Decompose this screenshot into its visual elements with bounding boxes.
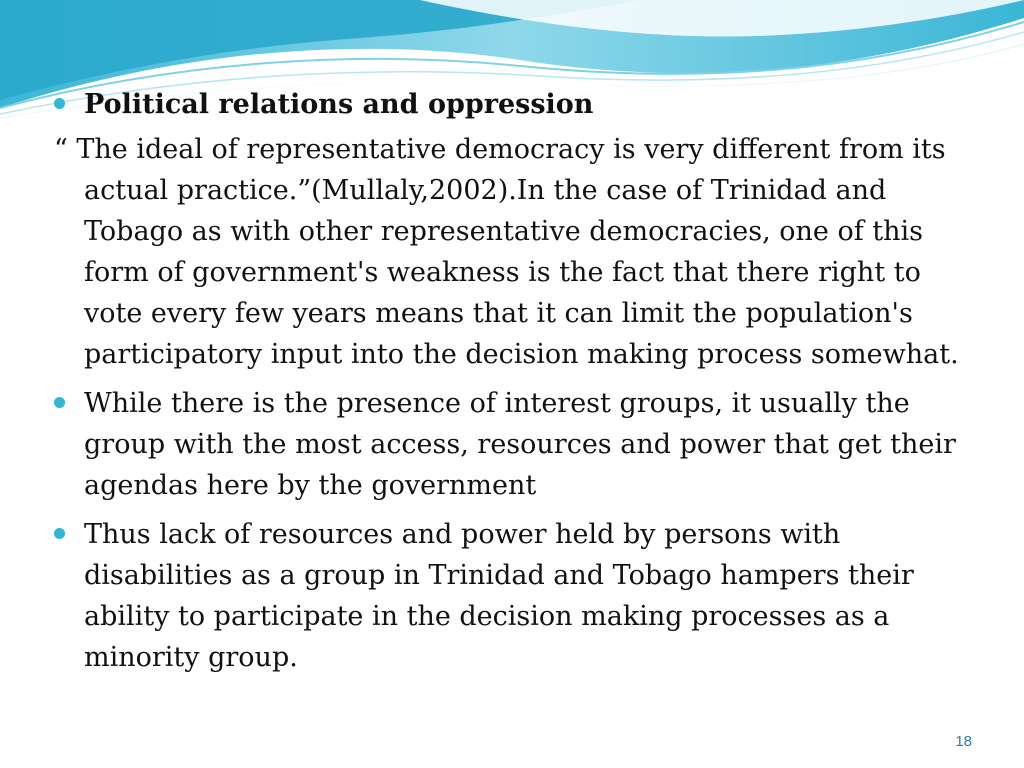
bullet-item: [54, 514, 964, 678]
slide-body: [54, 84, 964, 686]
slide-heading: Political relations and oppression: [84, 89, 594, 120]
bullet-icon: [54, 397, 65, 408]
bullet-text: While there is the presence of interest groups, it usually the group with the most access, resources and power that get their agendas here by the government: [84, 388, 956, 501]
bullet-icon: [54, 528, 65, 539]
bullet-text: Thus lack of resources and power held by persons with disabilities as a group in Trinidad and Tobago hampers their ability to participate in the decision making processes as a minority group.: [84, 519, 914, 673]
bullet-item-heading: [54, 84, 964, 125]
quote-paragraph: “ The ideal of representative democracy is very different from its actual practice.”(Mullaly,2002).In the case of Trinidad and Tobago as with other representative democracies, one of this form of government's weakness is the fact that there right to vote every few years means that it can limit the population's participatory input into the decision making process somewhat.: [54, 134, 959, 370]
bullet-item: [54, 383, 964, 506]
bullet-icon: [54, 98, 65, 109]
page-number: 18: [955, 733, 972, 750]
